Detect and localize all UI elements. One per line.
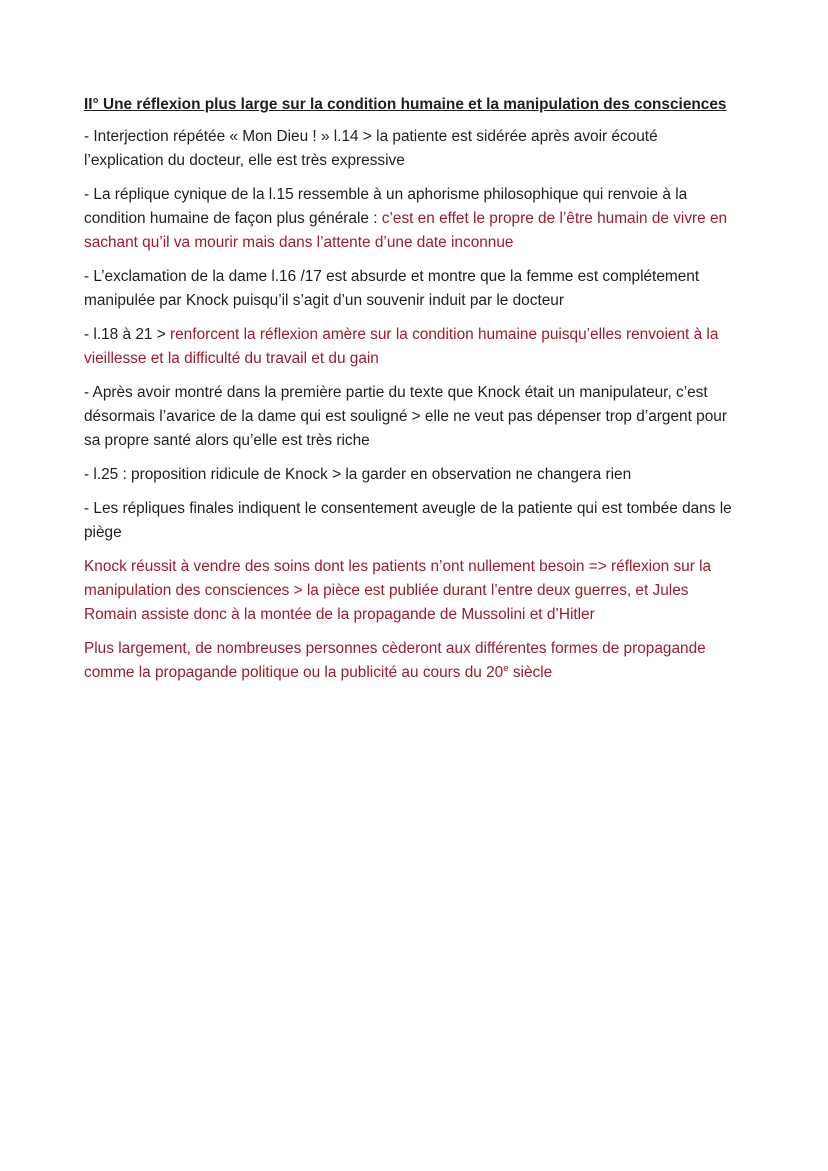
conclusion-text: Plus largement, de nombreuses personnes cèderont aux différentes formes de propagande comme la propagande politique ou la publicité au cours du 20 [84,640,706,681]
paragraph-highlight: renforcent la réflexion amère sur la condition humaine puisqu’elles renvoient à la vieillesse et la difficulté du travail et du gain [84,326,719,367]
paragraph-6 [84,463,734,487]
paragraph-5 [84,381,734,453]
paragraph-text: - L’exclamation de la dame l.16 /17 est absurde et montre que la femme est complétement manipulée par Knock puisqu’il s’agit d’un souvenir induit par le docteur [84,268,700,309]
paragraph-text: - l.18 à 21 > [84,326,170,343]
paragraph-text: - Interjection répétée « Mon Dieu ! » l.14 > la patiente est sidérée après avoir écouté l’explication du docteur, elle est très expressive [84,128,658,169]
section-heading: II° Une réflexion plus large sur la condition humaine et la manipulation des consciences [84,96,727,113]
paragraph-text: - Les répliques finales indiquent le consentement aveugle de la patiente qui est tombée dans le piège [84,500,732,541]
paragraph-2 [84,183,734,255]
conclusion-end: siècle [508,664,553,681]
paragraph-1 [84,125,734,173]
paragraph-text: - La réplique cynique de la l.15 ressemble à un aphorisme philosophique qui renvoie à la condition humaine de façon plus générale : [84,186,688,227]
paragraph-7 [84,497,734,545]
paragraph-text: - Après avoir montré dans la première partie du texte que Knock était un manipulateur, c’est désormais l’avarice de la dame qui est souligné > elle ne veut pas dépenser trop d’argent pour sa propre santé alors qu’elle est très riche [84,384,727,449]
document-page [84,93,734,695]
conclusion-paragraph-1: Knock réussit à vendre des soins dont les patients n’ont nullement besoin => réflexion sur la manipulation des consciences > la pièce est publiée durant l’entre deux guerres, et Jules Romain assiste donc à la montée de la propagande de Mussolini et d’Hitler [84,558,712,623]
paragraph-3 [84,265,734,313]
paragraph-text: - l.25 : proposition ridicule de Knock > la garder en observation ne changera rien [84,466,632,483]
conclusion-paragraph-2 [84,637,734,685]
paragraph-4 [84,323,734,371]
superscript: e [503,662,509,674]
paragraph-highlight: c’est en effet le propre de l’être humain de vivre en sachant qu’il va mourir mais dans l’attente d’une date inconnue [84,210,728,251]
